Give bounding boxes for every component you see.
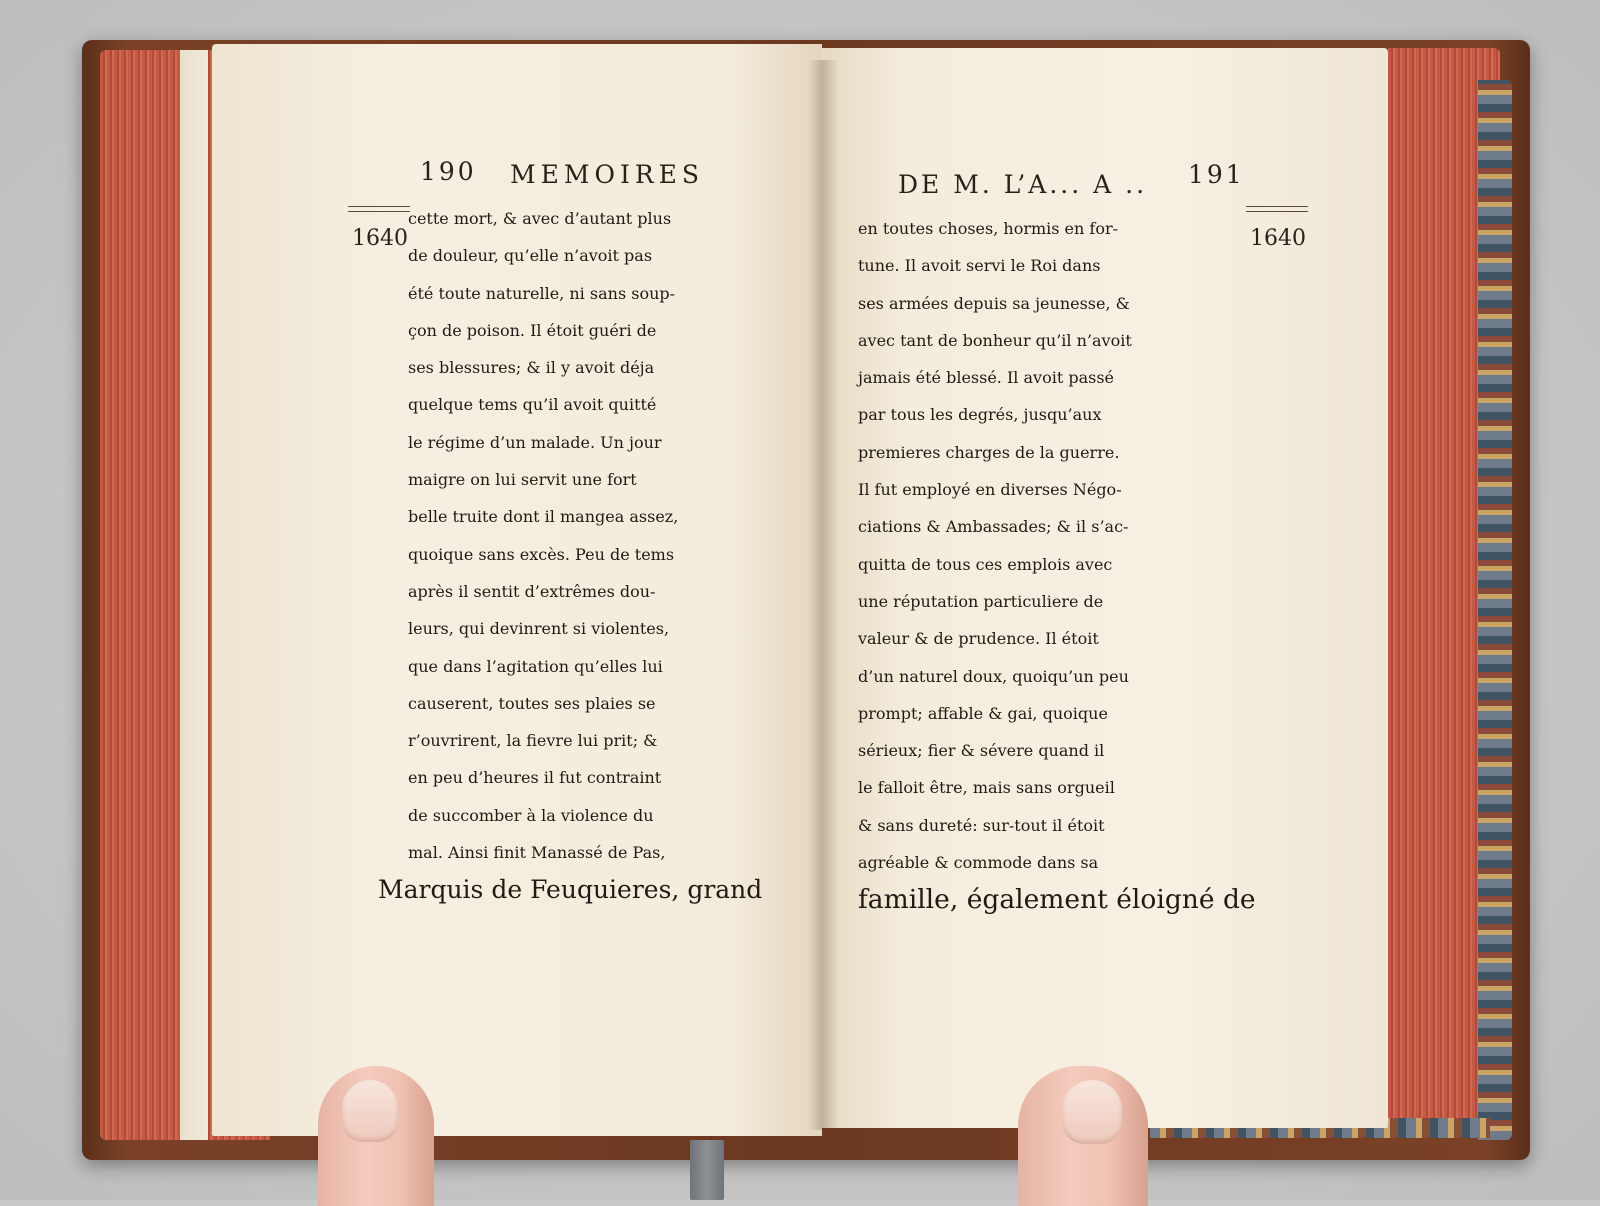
text-line: Il fut employé en diverses Négo-	[858, 480, 1122, 500]
text-line: premieres charges de la guerre.	[858, 442, 1120, 462]
text-line: été toute naturelle, ni sans soup-	[408, 283, 676, 303]
text-line: valeur & de prudence. Il étoit	[858, 629, 1099, 649]
text-line: maigre on lui servit une fort	[408, 470, 637, 490]
ribbon-bookmark	[690, 1140, 724, 1200]
text-line: prompt; affable & gai, quoique	[858, 703, 1108, 723]
left-page-text	[378, 200, 762, 909]
text-line: ciations & Ambassades; & il s’ac-	[858, 517, 1129, 537]
text-line: causerent, toutes ses plaies se	[408, 693, 656, 713]
text-line: après il sentit d’extrêmes dou-	[408, 581, 656, 601]
thumbnail-right	[1062, 1080, 1122, 1144]
right-thumb	[1018, 1066, 1148, 1206]
text-line: belle truite dont il mangea assez,	[408, 507, 679, 527]
marbled-endpaper	[1478, 80, 1512, 1140]
text-line: jamais été blessé. Il avoit passé	[858, 368, 1115, 388]
text-line: leurs, qui devinrent si violentes,	[408, 619, 670, 639]
right-margin-year: 1640	[1250, 226, 1306, 251]
text-line: quoique sans excès. Peu de tems	[408, 544, 675, 564]
left-thumb	[318, 1066, 434, 1206]
text-line: mal. Ainsi finit Manassé de Pas,	[408, 843, 666, 863]
text-line: agréable & commode dans sa	[858, 853, 1099, 873]
text-line: de succomber à la violence du	[408, 805, 654, 825]
text-line: de douleur, qu’elle n’avoit pas	[408, 246, 653, 266]
text-line: en peu d’heures il fut contraint	[408, 768, 662, 788]
text-line: le falloit être, mais sans orgueil	[858, 778, 1115, 798]
text-line: en toutes choses, hormis en for-	[858, 219, 1119, 238]
text-line: tune. Il avoit servi le Roi dans	[858, 256, 1101, 276]
book-gutter	[808, 60, 838, 1130]
thumbnail-left	[342, 1080, 398, 1142]
text-line: cette mort, & avec d’autant plus	[408, 209, 672, 228]
text-line: par tous les degrés, jusqu’aux	[858, 405, 1102, 425]
text-line: le régime d’un malade. Un jour	[408, 432, 662, 452]
text-line: quelque tems qu’il avoit quitté	[408, 395, 657, 415]
text-line: r’ouvrirent, la fievre lui prit; &	[408, 731, 658, 751]
right-page-number: 191	[1188, 160, 1245, 189]
text-line: que dans l’agitation qu’elles lui	[408, 656, 663, 676]
text-line: Marquis de Feuquieres, grand	[378, 875, 763, 905]
text-line: une réputation particuliere de	[858, 591, 1104, 611]
text-line: & sans dureté: sur-tout il étoit	[858, 815, 1105, 835]
text-line: d’un naturel doux, quoiqu’un peu	[858, 666, 1129, 686]
left-page-number: 190	[420, 157, 477, 186]
text-line: ses armées depuis sa jeunesse, &	[858, 293, 1130, 313]
left-margin-year: 1640	[352, 226, 408, 251]
text-line: quitta de tous ces emplois avec	[858, 554, 1113, 574]
left-running-head: MEMOIRES	[510, 160, 705, 189]
right-running-head: DE M. L’A... A ..	[898, 170, 1148, 199]
text-line: sérieux; fier & sévere quand il	[858, 741, 1105, 761]
text-line: ses blessures; & il y avoit déja	[408, 358, 655, 378]
text-line: avec tant de bonheur qu’il n’avoit	[858, 330, 1132, 350]
text-line: famille, également éloigné de	[858, 884, 1256, 916]
right-page-text	[858, 210, 1256, 919]
page-block-edge	[180, 50, 208, 1140]
text-line: çon de poison. Il étoit guéri de	[408, 320, 657, 340]
